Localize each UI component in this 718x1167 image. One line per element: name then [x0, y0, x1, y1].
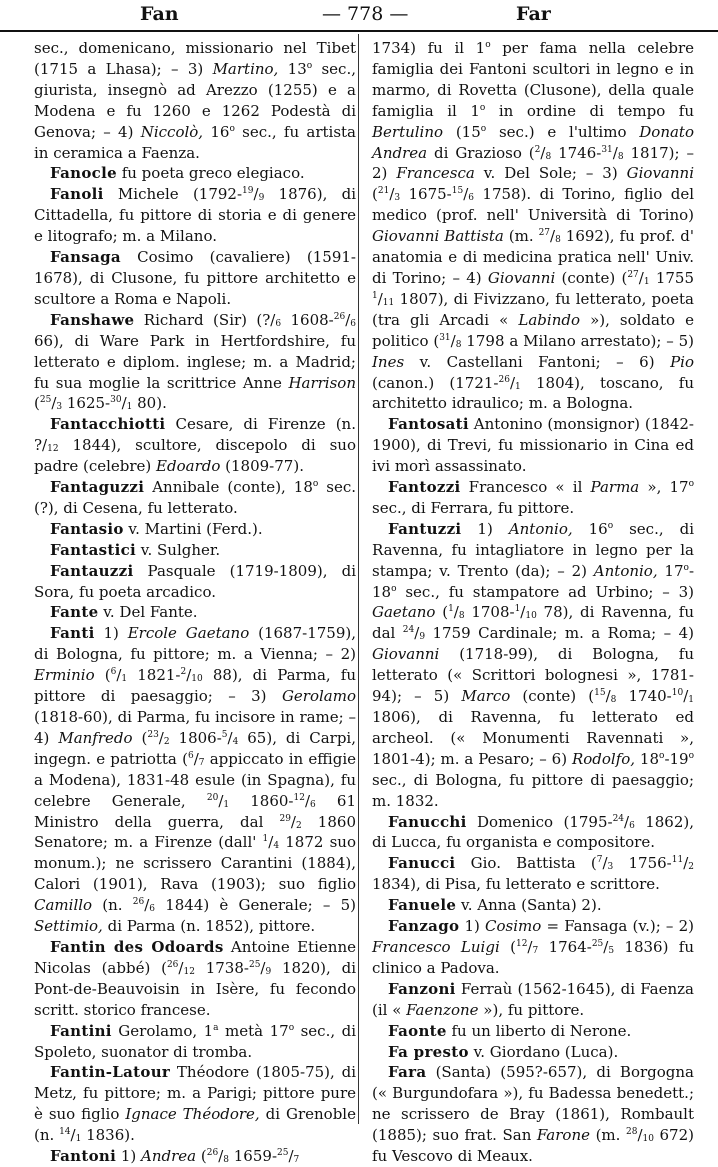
- entry-headword: Fantasio: [50, 519, 124, 538]
- dictionary-entry: [372, 38, 694, 414]
- dictionary-entry: [34, 1146, 356, 1167]
- entry-text: Théodore (1805-75), di Metz, fu pittore; m. a Parigi; pittore pure è suo figlio Ignace Théodore, di Grenoble (n. $^{14}/_1$ 1836).: [34, 1063, 356, 1145]
- entry-text: Pasquale (1719-1809), di Sora, fu poeta arcadico.: [34, 561, 356, 601]
- entry-text: Cesare, di Firenze (n. $?/_{12}$ 1844), scultore, discepolo di suo padre (celebre) Edoardo (1809-77).: [34, 415, 356, 476]
- entry-headword: Fanocle: [50, 164, 117, 183]
- dictionary-entry: [34, 602, 356, 623]
- entry-headword: Fantoni: [50, 1147, 117, 1166]
- entry-headword: Fantuzzi: [388, 519, 462, 538]
- entry-text: Annibale (conte), 18$^o$ sec. (?), di Cesena, fu letterato.: [34, 478, 357, 517]
- entry-headword: Fantaguzzi: [50, 478, 145, 497]
- dictionary-entry: [34, 937, 356, 1021]
- dictionary-entry: [372, 812, 694, 854]
- right-column: [372, 38, 695, 1166]
- entry-headword: Fantosati: [388, 415, 469, 434]
- entry-headword: Fantastici: [50, 540, 137, 559]
- dictionary-entry: [34, 310, 356, 415]
- dictionary-entry: [372, 519, 694, 812]
- dictionary-entry: [372, 853, 694, 895]
- entry-text: sec., domenicano, missionario nel Tibet (1715 a Lhasa); – 3) Martino, 13$^o$ sec., giurista, insegnò ad Arezzo (1255) e a Modena e fu 1260 e 1262 Podestà di Genova; – 4) Niccolò, 16$^o$ sec., fu artista in ceramica a Faenza.: [34, 39, 356, 162]
- entry-text: Michele ($1792-^{19}/_9$ 1876), di Cittadella, fu pittore di storia e di genere e litografo; m. a Milano.: [34, 185, 357, 246]
- entry-text: Antonino (monsignor) (1842-1900), di Trevi, fu missionario in Cina ed ivi morì assassinato.: [372, 415, 694, 476]
- entry-text: 1) Andrea ($^{26}/_8$ $1659-^{25}/_7$: [116, 1147, 300, 1166]
- entry-text: 1) Cosimo = Fansaga (v.); – 2) Francesco Luigi ($^{12}/_7$ $1764-^{25}/_5$ 1836) fu clinico a Padova.: [372, 917, 694, 977]
- entry-text: fu un liberto di Nerone.: [446, 1021, 632, 1040]
- dictionary-entry: [34, 1062, 356, 1146]
- entry-headword: Faonte: [388, 1021, 447, 1040]
- entry-text: Francesco « il Parma », 17$^o$ sec., di Ferrara, fu pittore.: [372, 478, 695, 517]
- dictionary-entry: [372, 1021, 694, 1042]
- page-header: [0, 0, 718, 32]
- entry-headword: Fanzago: [388, 917, 460, 936]
- entry-headword: Fanti: [50, 624, 95, 643]
- entry-text: fu poeta greco elegiaco.: [116, 164, 305, 183]
- entry-headword: Fanoli: [50, 185, 104, 204]
- entry-headword: Fantini: [50, 1021, 112, 1040]
- dictionary-entry: [372, 414, 694, 477]
- entry-text: 1734) fu il 1$^o$ per fama nella celebre famiglia dei Fantoni scultori in legno e in marmo, di Rovetta (Clusone), della quale famiglia il 1$^o$ in ordine di tempo fu Bertulino (15$^o$ sec.) e l'ultimo Donato Andrea di Grazioso ($^2/_8$ $1746-^{31}/_8$ 1817); – 2) Francesca v. Del Sole; – 3) Giovanni ($^{21}/_3$ $1675-^{15}/_6$ 1758). di Torino, figlio del medico (prof. nell' Università di Torino) Giovanni Battista (m. $^{27}/_8$ 1692), fu prof. d' anatomia e di medicina pratica nell' Univ. di Torino; – 4) Giovanni (conte) ($^{27}/_1$ 1755 $^1/_{11}$ 1807), di Fivizzano, fu letterato, poeta (tra gli Arcadi « Labindo »), soldato e politico ($^{31}/_8$ 1798 a Milano arrestato); – 5) Ines v. Castellani Fantoni; – 6) Pio (canon.) ($1721-^{26}/_1$ 1804), toscano, fu architetto idraulico; m. a Bologna.: [372, 39, 695, 413]
- dictionary-entry: [34, 38, 356, 163]
- left-column: [34, 38, 357, 1166]
- entry-text: v. Giordano (Luca).: [468, 1042, 619, 1061]
- entry-text: Domenico ($1795-^{24}/_6$ 1862), di Lucca, fu organista e compositore.: [372, 812, 694, 852]
- dictionary-entry: [372, 916, 694, 979]
- entry-headword: Fantozzi: [388, 478, 461, 497]
- dictionary-entry: [372, 477, 694, 519]
- entry-text: Gerolamo, 1$^a$ metà 17$^o$ sec., di Spoleto, suonator di tromba.: [34, 1021, 357, 1061]
- dictionary-entry: [34, 184, 356, 247]
- entry-headword: Fantauzzi: [50, 561, 134, 580]
- entry-headword: Fante: [50, 603, 99, 622]
- dictionary-entry: [372, 1042, 694, 1063]
- entry-headword: Fanzoni: [388, 979, 456, 998]
- page-number: — 778 —: [322, 3, 409, 25]
- entry-text: 1) Antonio, 16$^o$ sec., di Ravenna, fu intagliatore in legno per la stampa; v. Trento (da); – 2) Antonio, 17$^o$-18$^o$ sec., fu stampatore ad Urbino; – 3) Gaetano ($^1/_8$ $1708-^1/_{10}$ 78), di Ravenna, fu dal $^{24}/_9$ 1759 Cardinale; m. a Roma; – 4) Giovanni (1718-99), di Bologna, fu letterato (« Scrittori bolognesi », 1781-94); – 5) Marco (conte) ($^{15}/_8$ $1740-^{10}/_1$ 1806), di Ravenna, fu letterato ed archeol. (« Monumenti Ravennati », 1801-4); m. a Pesaro; – 6) Rodolfo, 18$^o$-19$^o$ sec., di Bologna, fu pittore di paesaggio; m. 1832.: [372, 519, 695, 810]
- dictionary-entry: [34, 477, 356, 519]
- dictionary-entry: [34, 247, 356, 310]
- header-right-guide-word: Far: [516, 3, 551, 25]
- dictionary-entry: [34, 519, 356, 540]
- dictionary-entry: [372, 1062, 694, 1167]
- dictionary-entry: [372, 895, 694, 916]
- entry-headword: Fanuele: [388, 896, 457, 915]
- dictionary-entry: [34, 623, 356, 937]
- entry-headword: Fanucci: [388, 854, 456, 873]
- entry-headword: Fa presto: [388, 1042, 469, 1061]
- entry-headword: Fanshawe: [50, 310, 135, 329]
- dictionary-entry: [34, 163, 356, 184]
- entry-text: v. Del Fante.: [98, 603, 198, 622]
- entry-text: Ferraù (1562-1645), di Faenza (il « Faenzone »), fu pittore.: [372, 979, 694, 1019]
- dictionary-entry: [34, 414, 356, 477]
- entry-text: Gio. Battista ($^7/_3$ $1756-^{11}/_2$ 1834), di Pisa, fu letterato e scrittore.: [372, 854, 694, 894]
- entry-text: 1) Ercole Gaetano (1687-1759), di Bologna, fu pittore; m. a Vienna; – 2) Erminio ($^6/_1$ $1821-^2/_{10}$ 88), di Parma, fu pittore di paesaggio; – 3) Gerolamo (1818-60), di Parma, fu incisore in rame; – 4) Manfredo ($^{23}/_2$ $1806-^5/_4$ 65), di Carpi, ingegn. e patriotta ($^6/_7$ appiccato in effigie a Modena), 1831-48 esule (in Spagna), fu celebre Generale, $^{20}/_1$ $1860-^{12}/_6$ 61 Ministro della guerra, dal $^{29}/_2$ 1860 Senatore; m. a Firenze (dall' $^1/_4$ 1872 suo monum.); ne scrissero Carantini (1884), Calori (1901), Rava (1903); suo figlio Camillo (n. $^{26}/_6$ 1844) è Generale; – 5) Settimio, di Parma (n. 1852), pittore.: [34, 624, 357, 936]
- entry-text: v. Sulgher.: [136, 540, 221, 559]
- dictionary-entry: [372, 979, 694, 1021]
- entry-text: (Santa) (595?-657), di Borgogna (« Burgundofara »), fu Badessa benedett.; ne scrissero de Bray (1861), Rombault (1885); suo frat. San Farone (m. $^{28}/_{10}$ 672) fu Vescovo di Meaux.: [372, 1063, 694, 1166]
- dictionary-entry: [34, 1021, 356, 1063]
- entry-headword: Fantin des Odoards: [50, 937, 224, 956]
- entry-headword: Fanucchi: [388, 812, 467, 831]
- header-left-guide-word: Fan: [140, 3, 179, 25]
- entry-headword: Fara: [388, 1063, 427, 1082]
- entry-text: Cosimo (cavaliere) (1591-1678), di Clusone, fu pittore architetto e scultore a Roma e Napoli.: [34, 248, 356, 308]
- column-divider: [358, 34, 359, 1124]
- entry-text: v. Anna (Santa) 2).: [456, 896, 602, 915]
- entry-headword: Fantin-Latour: [50, 1063, 171, 1082]
- entry-text: Richard (Sir) ($?/_6$ $1608-^{26}/_6$ 66), di Ware Park in Hertfordshire, fu letterato e diplom. inglese; m. a Madrid; fu sua moglie la scrittrice Anne Harrison ($^{25}/_3$ $1625-^{30}/_1$ 80).: [34, 310, 356, 413]
- dictionary-entry: [34, 540, 356, 561]
- entry-headword: Fansaga: [50, 248, 121, 267]
- dictionary-entry: [34, 561, 356, 603]
- entry-text: v. Martini (Ferd.).: [123, 519, 263, 538]
- entry-headword: Fantacchiotti: [50, 415, 166, 434]
- entry-text: Antoine Etienne Nicolas (abbé) ($^{26}/_{12}$ $1738-^{25}/_9$ 1820), di Pont-de-Beauvoisin in Isère, fu fecondo scritt. storico francese.: [34, 937, 356, 1019]
